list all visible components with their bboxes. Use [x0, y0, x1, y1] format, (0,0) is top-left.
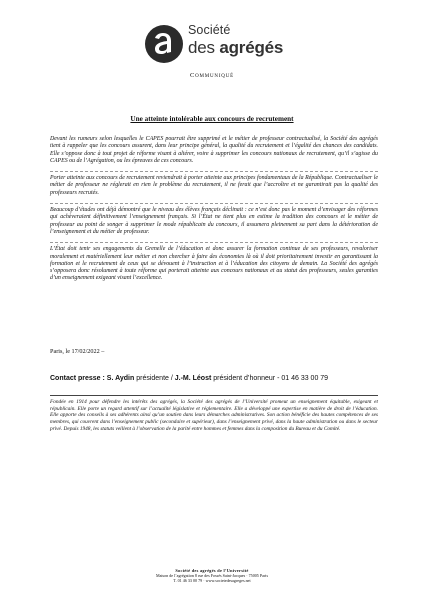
logo-mark-icon	[144, 24, 184, 64]
paragraph-4: L’État doit tenir ses engagements du Grenelle de l’éducation et donc assurer la formation continue de ses professeurs, revaloriser moralement et matériellement leur métier et non chercher à faire des économies là où il doit prioritairement investir en garantissant la formation et le recrutement de ceux qui se dévouent à l’instruction et à l’éducation des citoyens de demain. La Société des agrégés s’opposera donc résolument à toute réforme qui porterait atteinte aux concours nationaux et au statut des professeurs, seules garanties d’un enseignement exigeant visant l’excellence.	[50, 246, 378, 282]
logo-line2	[188, 39, 283, 56]
contact-role1: présidente /	[134, 375, 175, 382]
divider	[50, 203, 378, 204]
paragraph-3: Beaucoup d’études ont déjà démontré que le niveau des élèves français déclinait : ce n’est donc pas le moment d’envisager des réformes qui achèveraient définitivement l’enseignement français. Si l’État ne tient plus en estime la tradition des concours et le métier de professeur au point de songer à supprimer le mode républicain du concours, il assumera pleinement sa part dans la détérioration de l’enseignement et du métier de professeur.	[50, 207, 378, 235]
date-line: Paris, le 17/02/2022 –	[50, 348, 105, 355]
footer	[0, 568, 424, 583]
contact-role2: président d’honneur	[211, 375, 276, 382]
footer-contact: T. 01 46 33 00 79 · www.societedesagreges.net	[173, 578, 251, 583]
contact-label: Contact presse : S. Aydin	[50, 375, 135, 382]
contact-name2: J.-M. Léost	[174, 375, 212, 382]
logo	[144, 22, 294, 66]
logo-line2-bold: agrégés	[219, 37, 284, 57]
communique-heading: Communiqué	[189, 72, 234, 79]
divider	[50, 171, 378, 172]
page-title: Une atteinte intolérable aux concours de recrutement	[130, 115, 294, 123]
paragraph-2: Porter atteinte aux concours de recrutement reviendrait à porter atteinte aux principes fondamentaux de la République. Contractualiser le métier de professeur ne réglerait en rien le problème du recrutement, il ne ferait que l’accroître et ne garantirait pas la qualité des professeurs recrutés.	[50, 175, 378, 196]
footer-org: Société des agrégés de l’Université	[175, 568, 249, 573]
logo-line2-prefix: des	[188, 37, 220, 57]
logo-wordmark	[188, 24, 283, 56]
logo-line1: Société	[188, 23, 231, 37]
body-text	[50, 136, 378, 289]
footer-address: Maison de l’agrégation 8 rue des Fossés Saint-Jacques · 75005 Paris	[155, 573, 269, 578]
contact-phone: - 01 46 33 00 79	[275, 375, 329, 382]
divider	[50, 242, 378, 243]
contact-line	[50, 375, 328, 382]
paragraph-1: Devant les rumeurs selon lesquelles le CAPES pourrait être supprimé et le métier de professeur contractualisé, la Société des agrégés tient à rappeler que les concours assurent, dans leur principe général, la qualité du recrutement et l’égalité des chances des candidats. Elle s’oppose donc à tout projet de réforme visant à altérer, voire à supprimer les concours nationaux de recrutement, qu’il s’agisse du CAPES ou de l’Agrégation, ou les épreuves de ces concours.	[50, 136, 378, 164]
about-paragraph: Fondée en 1914 pour défendre les intérêts des agrégés, la Société des agrégés de l’Université promeut un enseignement équitable, exigeant et républicain. Elle porte un regard attentif sur l’actualité législative et réglementaire. Elle a développé une expertise en matière de droit de l’éducation. Elle apporte des conseils à ses adhérents ainsi qu’un soutien dans leurs démarches administratives. Son action bénéficie des hautes compétences de ses membres, qui couvrent dans l’enseignement public (secondaire et supérieur), dans l’enseignement privé, dans la haute administration ou dans le secteur privé. Depuis 1948, les statuts veillent à l’observation de la parité entre hommes et femmes dans la composition du Bureau et du Comité.	[50, 395, 378, 433]
